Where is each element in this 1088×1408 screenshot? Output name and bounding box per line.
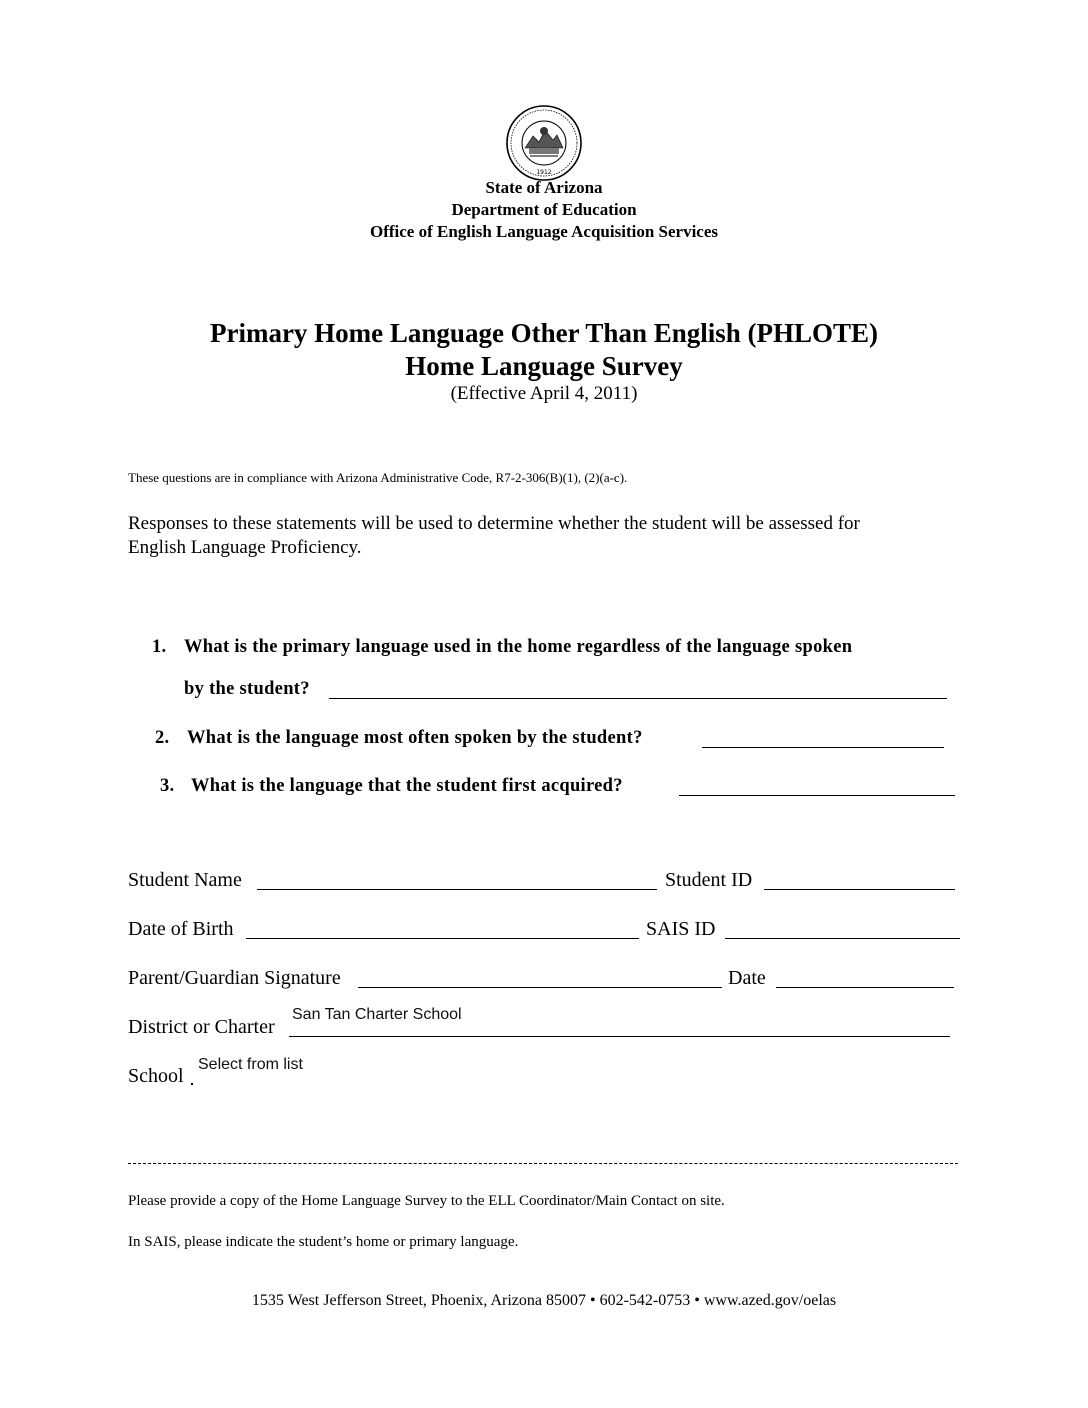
sais-id-field[interactable] [725,938,960,939]
note-ell-coordinator: Please provide a copy of the Home Language Survey to the ELL Coordinator/Main Contact on site. [128,1193,725,1209]
date-field[interactable] [776,987,954,988]
student-id-label: Student ID [665,869,753,891]
form-title: Primary Home Language Other Than English (PHLOTE) [209,318,879,348]
question-1-answer-line[interactable] [329,698,947,699]
school-label: School [128,1065,184,1087]
question-1-text-cont: by the student? [184,679,310,699]
student-id-field[interactable] [764,889,955,890]
district-label: District or Charter [128,1016,275,1038]
parent-signature-field[interactable] [358,987,722,988]
dob-label: Date of Birth [128,918,234,940]
school-field-marker [191,1083,193,1085]
question-2-number: 2. [155,728,170,748]
student-name-field[interactable] [257,889,657,890]
sais-id-label: SAIS ID [646,918,716,940]
question-1-text: What is the primary language used in the home regardless of the language spoken [184,637,853,657]
dob-field[interactable] [246,938,639,939]
question-2-answer-line[interactable] [702,747,944,748]
date-label: Date [728,967,766,989]
district-field[interactable]: San Tan Charter School [292,1006,462,1023]
district-field-line [289,1036,950,1037]
header-state: State of Arizona [485,178,603,197]
svg-text:1912: 1912 [536,169,552,176]
effective-date: (Effective April 4, 2011) [450,383,638,404]
state-seal-icon [505,104,583,182]
student-name-label: Student Name [128,869,242,891]
dashed-divider [128,1163,958,1164]
school-select[interactable]: Select from list [198,1056,303,1073]
question-3-answer-line[interactable] [679,795,955,796]
intro-line-2: English Language Proficiency. [128,537,362,558]
compliance-note: These questions are in compliance with Arizona Administrative Code, R7-2-306(B)(1), (2)(a-c). [128,470,628,485]
question-3-number: 3. [160,776,175,796]
header-office: Office of English Language Acquisition Services [369,222,719,241]
question-2-text: What is the language most often spoken by the student? [187,728,643,748]
question-1-number: 1. [152,637,167,657]
note-sais: In SAIS, please indicate the student’s home or primary language. [128,1234,519,1250]
header-department: Department of Education [451,200,637,219]
footer-contact: 1535 West Jefferson Street, Phoenix, Arizona 85007 • 602-542-0753 • www.azed.gov/oelas [251,1292,837,1309]
question-3-text: What is the language that the student first acquired? [191,776,623,796]
form-subtitle: Home Language Survey [405,351,683,381]
parent-signature-label: Parent/Guardian Signature [128,967,341,989]
intro-line-1: Responses to these statements will be used to determine whether the student will be assessed for [128,513,860,534]
